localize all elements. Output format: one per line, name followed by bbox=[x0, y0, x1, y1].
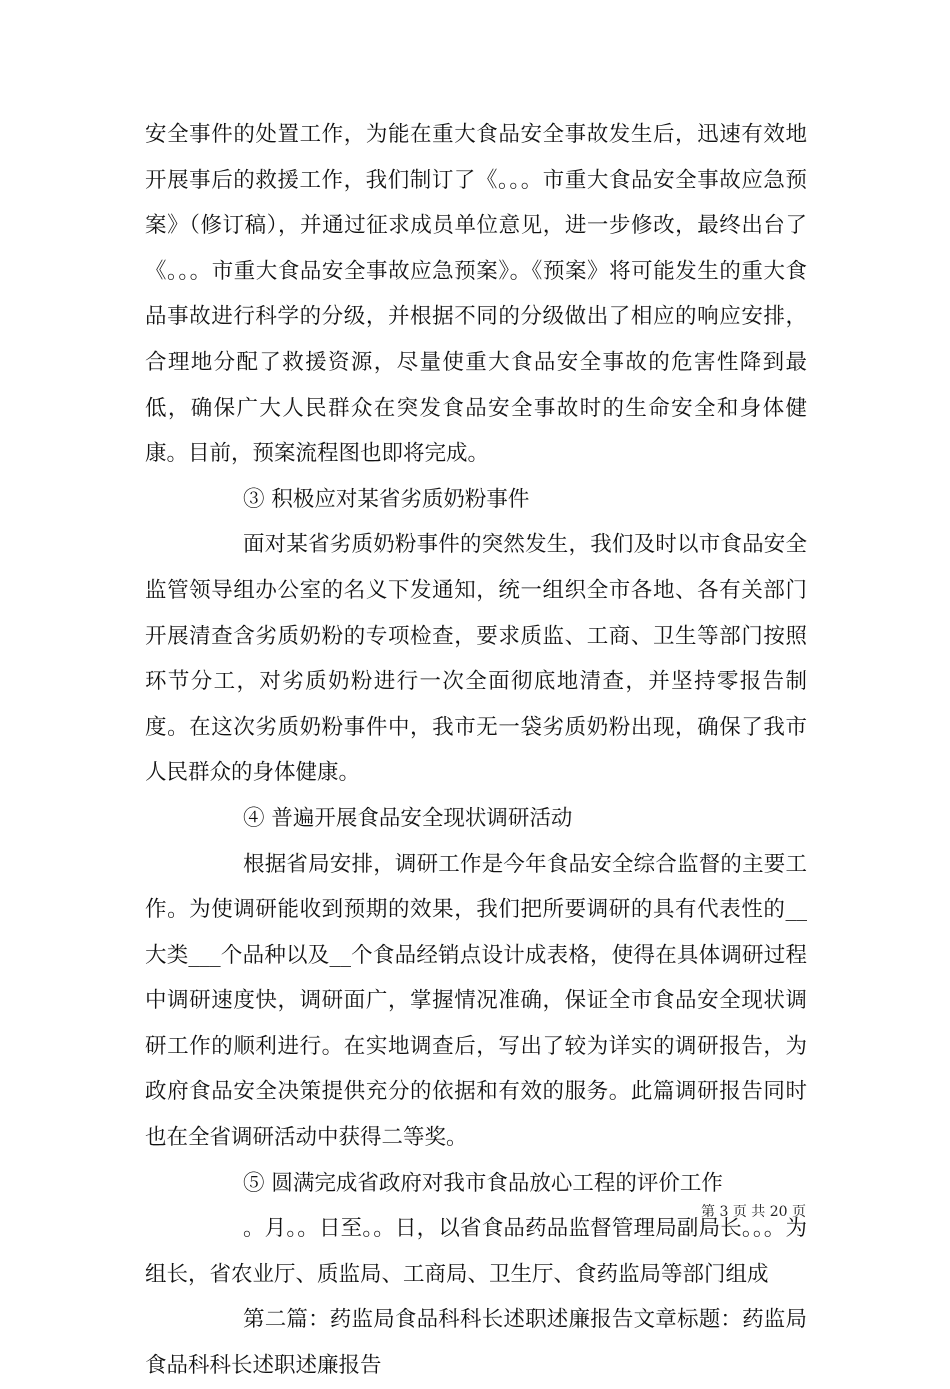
page-number: 第 3 页 共 20 页 bbox=[701, 1204, 806, 1220]
paragraph-milk-powder: 面对某省劣质奶粉事件的突然发生，我们及时以市食品安全监管领导组办公室的名义下发通知，统一组织全市各地、各有关部门开展清查含劣质奶粉的专项检查，要求质监、工商、卫生等部门按照环节分工，对劣质奶粉进行一次全面彻底地清查，并坚持零报告制度。在这次劣质奶粉事件中，我市无一袋劣质奶粉出现，确保了我市人民群众的身体健康。 bbox=[145, 532, 807, 786]
paragraph-evaluation: 。月。。日至。。日，以省食品药品监督管理局副局长。。。为组长，省农业厅、质监局、工商局、卫生厅、食药监局等部门组成 bbox=[145, 1216, 807, 1287]
document-body bbox=[145, 112, 807, 1389]
section-heading-3: ③ 积极应对某省劣质奶粉事件 bbox=[243, 486, 530, 512]
section-heading-5: ⑤ 圆满完成省政府对我市食品放心工程的评价工作 bbox=[243, 1170, 723, 1196]
paragraph-second-article: 第二篇：药监局食品科科长述职述廉报告文章标题：药监局食品科科长述职述廉报告 bbox=[145, 1307, 807, 1379]
section-heading-4: ④ 普遍开展食品安全现状调研活动 bbox=[243, 805, 573, 831]
paragraph-emergency-plan: 安全事件的处置工作，为能在重大食品安全事故发生后，迅速有效地开展事后的救援工作，我们制订了《。。。市重大食品安全事故应急预案》（修订稿），并通过征求成员单位意见，进一步修改，最终出台了《。。。市重大食品安全事故应急预案》。《预案》将可能发生的重大食品事故进行科学的分级，并根据不同的分级做出了相应的响应安排，合理地分配了救援资源，尽量使重大食品安全事故的危害性降到最低，确保广大人民群众在突发食品安全事故时的生命安全和身体健康。目前，预案流程图也即将完成。 bbox=[145, 122, 807, 467]
paragraph-research: 根据省局安排，调研工作是今年食品安全综合监督的主要工作。为使调研能收到预期的效果，我们把所要调研的具有代表性的__大类___个品种以及__个食品经销点设计成表格，使得在具体调研过程中调研速度快，调研面广，掌握情况准确，保证全市食品安全现状调研工作的顺利进行。在实地调查后，写出了较为详实的调研报告，为政府食品安全决策提供充分的依据和有效的服务。此篇调研报告同时也在全省调研活动中获得二等奖。 bbox=[145, 851, 807, 1151]
